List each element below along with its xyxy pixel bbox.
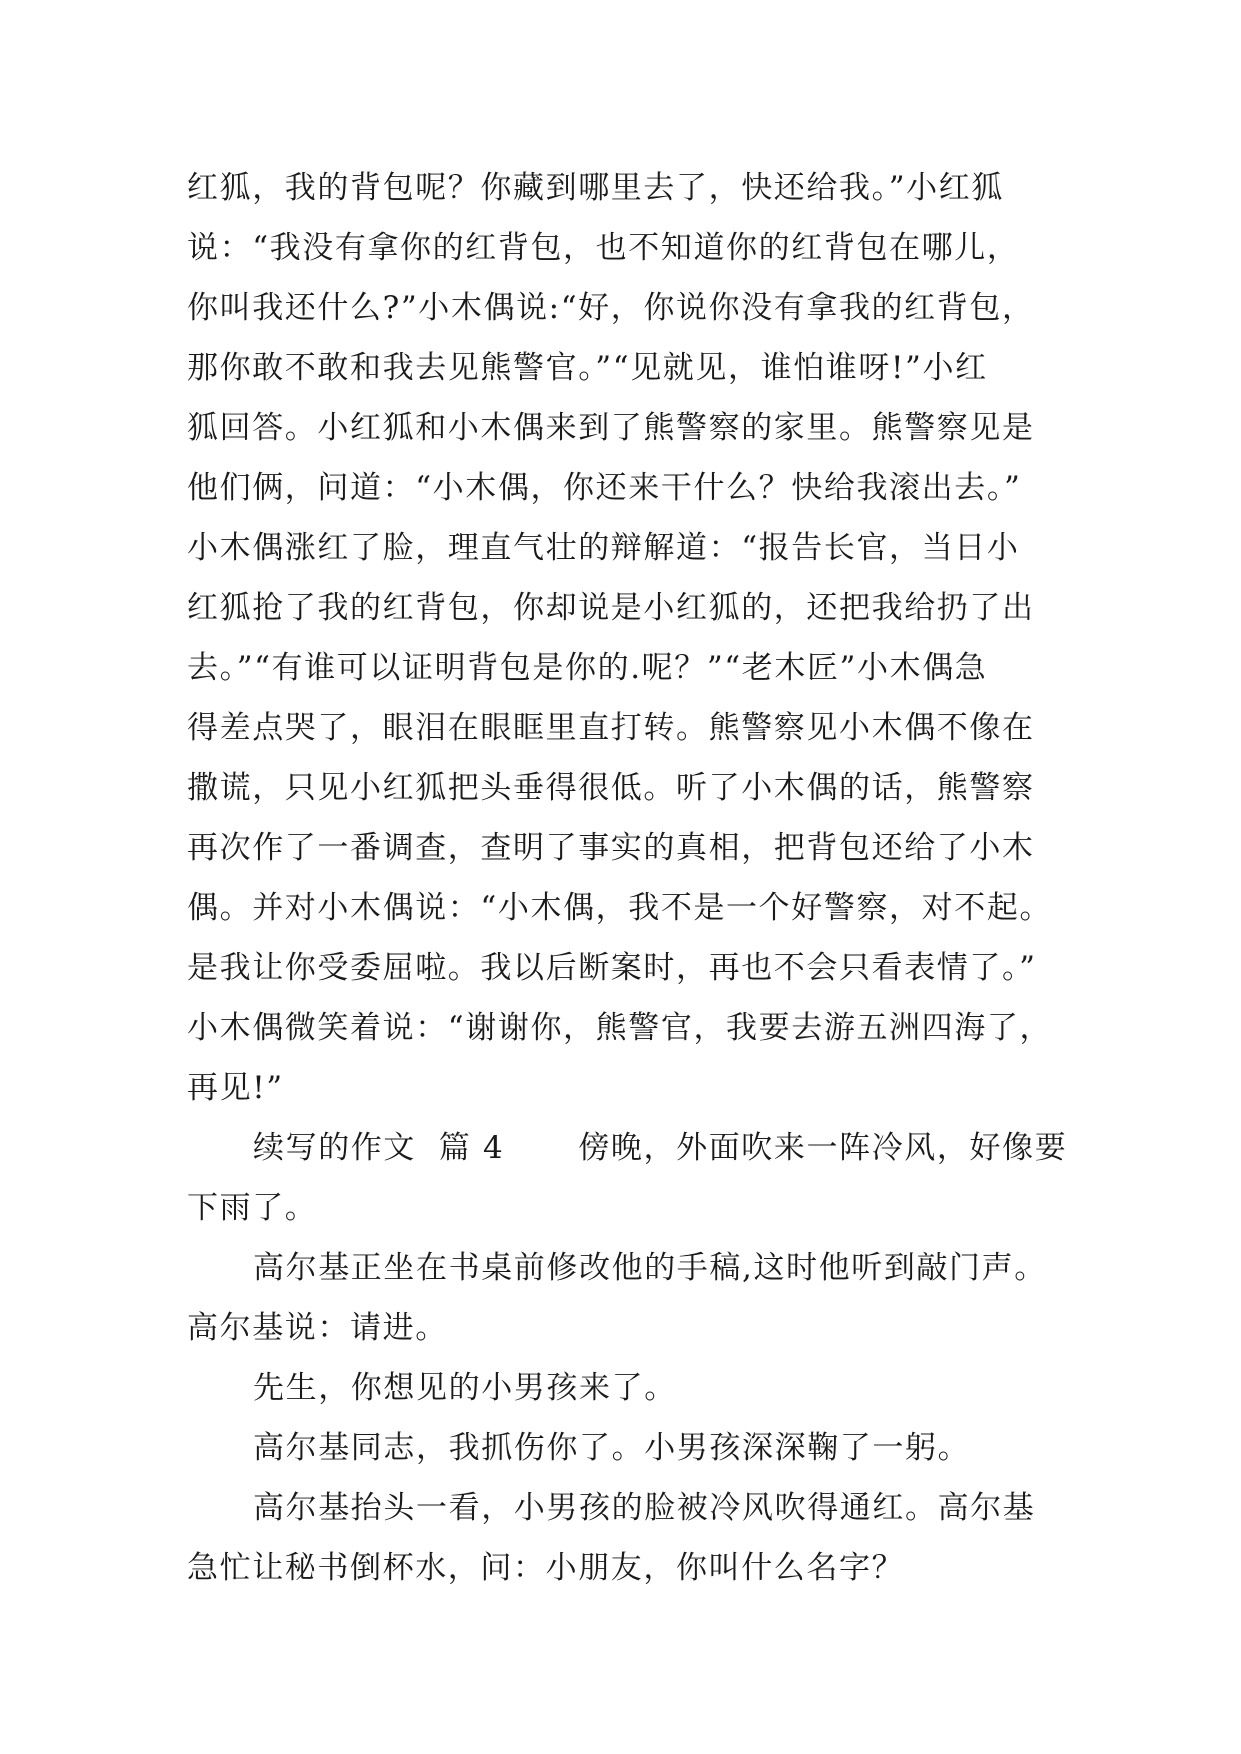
text-line: 急忙让秘书倒杯水，问：小朋友，你叫什么名字？	[187, 1550, 905, 1586]
section-line	[187, 1118, 1067, 1178]
text-line: 偶。并对小木偶说：“小木偶，我不是一个好警察，对不起。	[187, 890, 1053, 926]
text-line: 再见!”	[187, 1070, 284, 1106]
text-line: 再次作了一番调查，查明了事实的真相，把背包还给了小木	[187, 830, 1035, 866]
section-heading: 续写的作文 篇 4	[253, 1130, 505, 1166]
paragraph-start: 先生，你想见的小男孩来了。	[253, 1370, 677, 1406]
text-line: 小木偶微笑着说：“谢谢你，熊警官，我要去游五洲四海了，	[187, 1010, 1053, 1046]
text-line: 红狐抢了我的红背包，你却说是小红狐的，还把我给扔了出	[187, 590, 1035, 626]
text-line: 你叫我还什么?”小木偶说:“好，你说你没有拿我的红背包，	[187, 290, 1035, 326]
text-line: 去。”“有谁可以证明背包是你的.呢？”“老木匠”小木偶急	[187, 650, 988, 686]
paragraph-start: 高尔基抬头一看，小男孩的脸被冷风吹得通红。高尔基	[253, 1490, 1036, 1526]
text-line: 下雨了。	[187, 1190, 318, 1226]
text-line: 撒谎，只见小红狐把头垂得很低。听了小木偶的话，熊警察	[187, 770, 1035, 806]
text-line: 他们俩，问道：“小木偶，你还来干什么？快给我滚出去。”	[187, 470, 1022, 506]
text-line: 那你敢不敢和我去见熊警官。”“见就见，谁怕谁呀!”小红	[187, 350, 988, 386]
document-body	[187, 158, 1067, 1598]
section-first-text: 傍晚，外面吹来一阵冷风，好像要	[578, 1130, 1068, 1166]
paragraph-start: 高尔基正坐在书桌前修改他的手稿,这时他听到敲门声。	[253, 1250, 1047, 1286]
text-line: 狐回答。小红狐和小木偶来到了熊警察的家里。熊警察见是	[187, 410, 1035, 446]
text-line: 是我让你受委屈啦。我以后断案时，再也不会只看表情了。”	[187, 950, 1037, 986]
paragraph-start: 高尔基同志，我抓伤你了。小男孩深深鞠了一躬。	[253, 1430, 971, 1466]
text-line: 小木偶涨红了脸，理直气壮的辩解道：“报告长官，当日小	[187, 530, 1020, 566]
text-line: 高尔基说：请进。	[187, 1310, 448, 1346]
text-line: 红狐，我的背包呢？你藏到哪里去了，快还给我。”小红狐	[187, 170, 1004, 206]
text-line: 得差点哭了，眼泪在眼眶里直打转。熊警察见小木偶不像在	[187, 710, 1035, 746]
text-line: 说：“我没有拿你的红背包，也不知道你的红背包在哪儿，	[187, 230, 1020, 266]
